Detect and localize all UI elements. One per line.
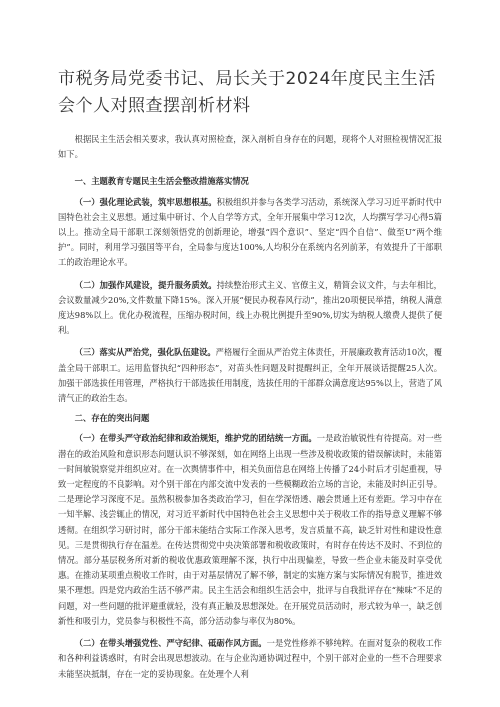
- section-1-item-3-text: 严格履行全面从严治党主体责任，开展廉政教育活动10次，覆盖全局干部职工。运用监督执纪“四种形态”，对苗头性问题及时提醒纠正，全年开展谈话提醒25人次。加强干部选拔任用管理，严格执行干部选拔任用制度，选拔任用的干部群众满意度达95%以上，营造了风清气正的政治生态。: [58, 347, 442, 404]
- document-body: [58, 132, 442, 682]
- section-2-item-2: [58, 636, 442, 682]
- document-title: 市税务局党委书记、局长关于2024年度民主生活会个人对照查摆剖析材料: [58, 69, 436, 116]
- section-1-heading: 一、主题教育专题民主生活会整改措施落实情况: [74, 176, 249, 187]
- section-1-item-3-lead: （三）落实从严治党，强化队伍建设。: [74, 347, 216, 358]
- section-1-item-1-lead: （一）强化理论武装，筑牢思想根基。: [74, 196, 217, 207]
- section-1-item-2-lead: （二）加强作风建设，提升服务质效。: [74, 279, 217, 290]
- intro-paragraph: 根据民主生活会相关要求，我认真对照检查，深入剖析自身存在的问题，现将个人对照检视情况汇报如下。: [58, 134, 442, 160]
- section-2-heading: 二、存在的突出问题: [74, 413, 150, 424]
- section-2-item-1: [58, 431, 442, 629]
- section-1-item-2: [58, 278, 442, 339]
- section-2-item-1-lead: （一）在带头严守政治纪律和政治规矩，维护党的团结统一方面。: [74, 433, 317, 444]
- section-1-item-1: [58, 195, 442, 271]
- section-2-item-2-text: 一是党性修养不够纯粹。在面对复杂的税收工作和各种利益诱惑时，有时会出现思想波动。在与企业沟通协调过程中，个别干部对企业的一些不合理要求未能坚决抵制，存在一定的妥协现象。在处理个人利: [58, 638, 442, 679]
- section-1-item-1-text: 积极组织并参与各类学习活动，系统深入学习习近平新时代中国特色社会主义思想。通过集中研讨、个人自学等方式，全年开展集中学习12次，人均撰写学习心得5篇以上。推动全局干部职工深刻领悟党的创新理论，增强“四个意识”、坚定“四个自信”、做至U“两个维护”。同时，利用学习强国等平台，全局参与度达100%,人均积分在系统内名列前茅，有效提升了干部职工的政治理论水平。: [58, 196, 442, 268]
- section-2-item-2-lead: （二）在带头增强党性、严守纪律、砥砺作风方面。: [74, 638, 267, 649]
- section-1-item-2-text: 持续整治形式主义、官僚主义，精简会议文件，与去年相比，会议数量减少20%,文件数量下降15%。深入开展“便民办税春风行动”，推出20项便民举措，纳税人满意度达98%以上。优化办税流程，压缩办税时间，线上办税比例提升至90%,切实为纳税人缴费人提供了便利。: [58, 279, 442, 336]
- section-1-item-3: [58, 345, 442, 406]
- section-2-item-1-text: 一是政治敏锐性有待提高。对一些潜在的政治风险和意识形态问题认识不够深刻，如在网络上出现一些涉及税收政策的错误解读时，未能第一时间敏锐察觉并组织应对。在一次舆情事件中，相关负面信息在网络上传播了24小时后才引起重视，导致一定程度的不良影响。对个别干部在内部交流中发表的一些模糊政治立场的言论，未能及时纠正引导。二是理论学习深度不足。虽然积极参加各类政治学习，但在学深悟透、融会贯通上还有差距。学习中存在一知半解、浅尝辄止的情况，对习近平新时代中国特色社会主义思想中关于税收工作的指导意义理解不够透彻。在组织学习研讨时，部分干部未能结合实际工作深入思考，发言质量不高，缺乏针对性和建设性意见。三是贯彻执行存在温差。在传达贯彻党中央决策部署和税收政策时，有时存在传达不及时、不到位的情况。部分基层税务所对新的税收优惠政策理解不深，执行中出现偏差，导致一些企业未能及时享受优惠。在推动某项重点税收工作时，由于对基层情况了解不够，制定的实施方案与实际情况有脱节，推进效果不理想。四是党内政治生活不够严肃。民主生活会和组织生活会中，批评与自我批评存在“辣味”不足的问题，对一些问题的批评避重就轻，没有真正触及思想深处。在开展党员活动时，形式较为单一，缺乏创新性和吸引力，党员参与积极性不高，部分活动参与率仅为80%。: [58, 433, 442, 626]
